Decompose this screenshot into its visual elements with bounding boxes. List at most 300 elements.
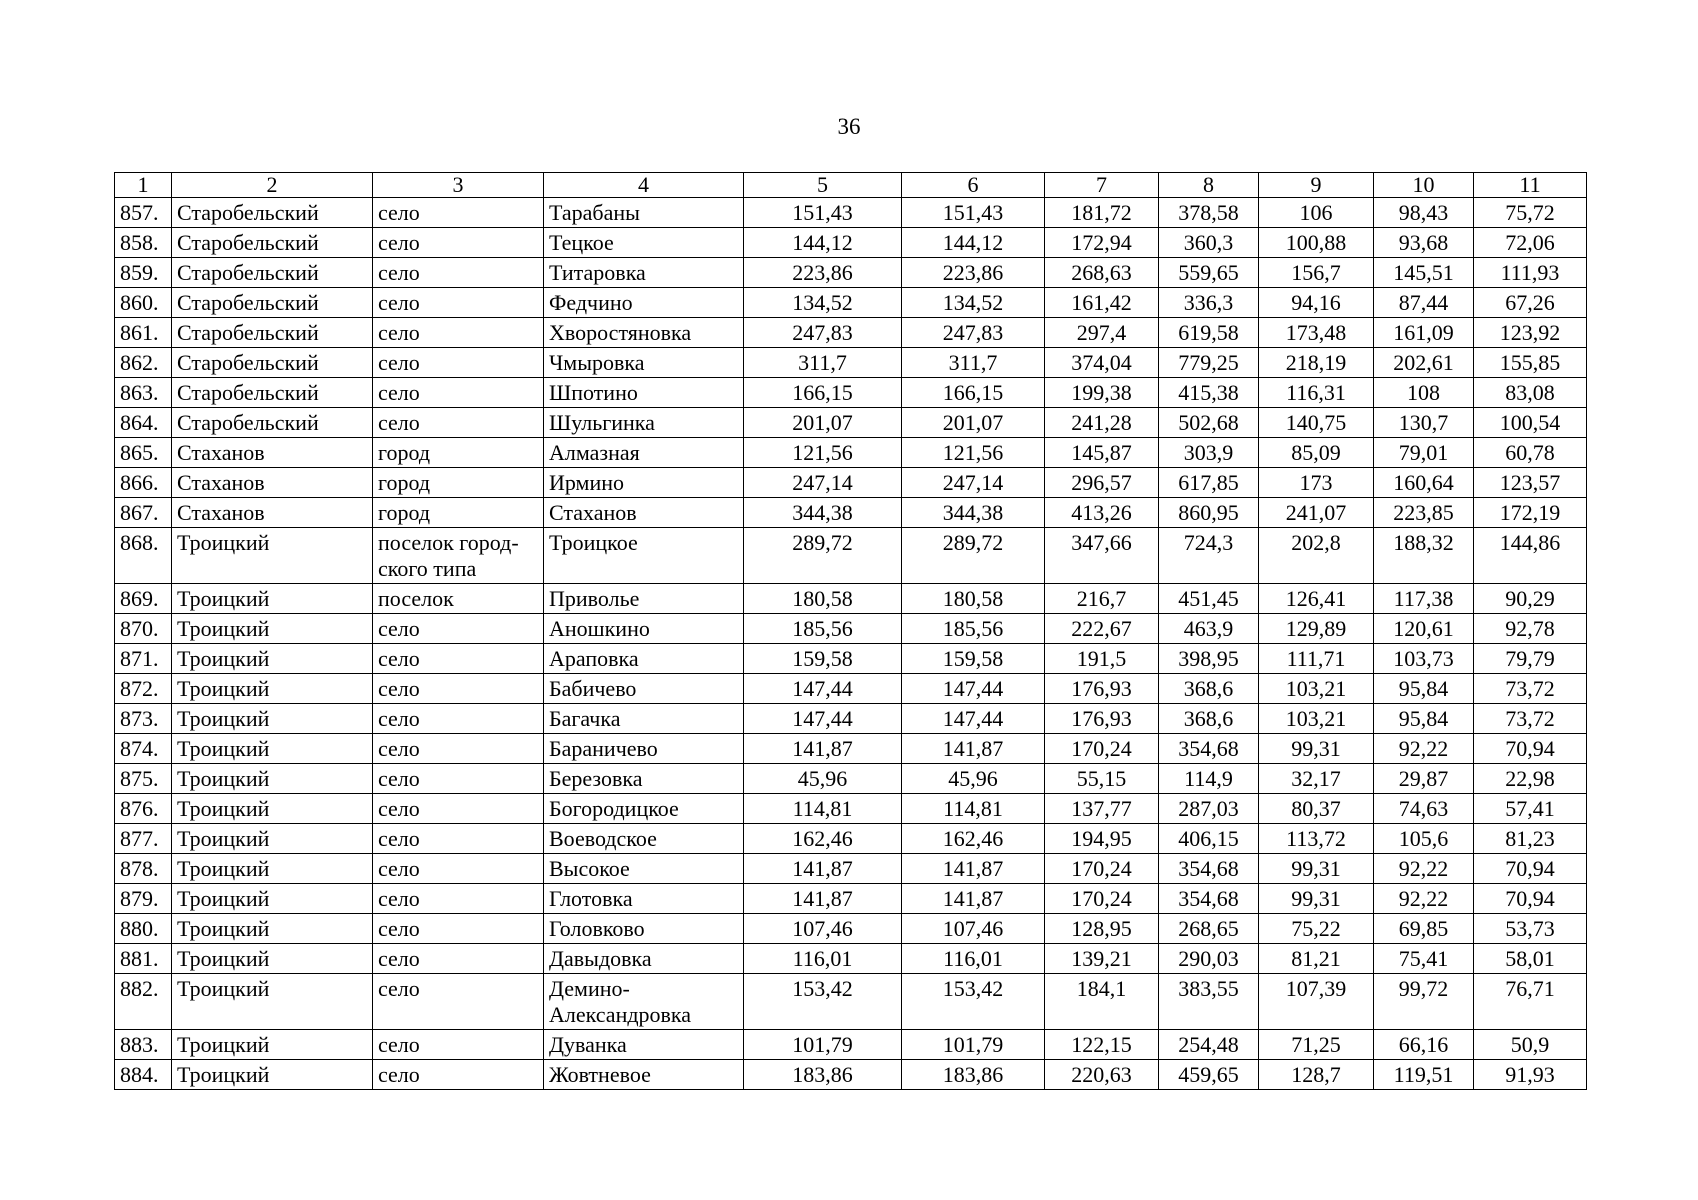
value-cell: 141,87 [902, 854, 1045, 884]
row-number-cell: 869. [115, 584, 172, 614]
value-cell: 75,22 [1259, 914, 1374, 944]
settlement-name-cell: Хворостяновка [544, 318, 744, 348]
value-cell: 161,09 [1374, 318, 1474, 348]
value-cell: 99,72 [1374, 974, 1474, 1030]
value-cell: 354,68 [1159, 884, 1259, 914]
value-cell: 247,14 [902, 468, 1045, 498]
value-cell: 201,07 [744, 408, 902, 438]
value-cell: 162,46 [902, 824, 1045, 854]
value-cell: 170,24 [1045, 854, 1159, 884]
district-cell: Троицкий [172, 584, 373, 614]
settlement-name-cell: Тарабаны [544, 198, 744, 228]
value-cell: 336,3 [1159, 288, 1259, 318]
value-cell: 147,44 [744, 674, 902, 704]
value-cell: 129,89 [1259, 614, 1374, 644]
value-cell: 223,86 [902, 258, 1045, 288]
value-cell: 378,58 [1159, 198, 1259, 228]
district-cell: Троицкий [172, 794, 373, 824]
value-cell: 459,65 [1159, 1060, 1259, 1090]
district-cell: Троицкий [172, 528, 373, 584]
district-cell: Старобельский [172, 318, 373, 348]
value-cell: 354,68 [1159, 734, 1259, 764]
value-cell: 289,72 [902, 528, 1045, 584]
value-cell: 172,19 [1474, 498, 1587, 528]
table-row [115, 764, 1587, 794]
district-cell: Троицкий [172, 884, 373, 914]
settlement-name-cell: Троицкое [544, 528, 744, 584]
value-cell: 139,21 [1045, 944, 1159, 974]
column-header: 2 [172, 173, 373, 198]
value-cell: 116,31 [1259, 378, 1374, 408]
value-cell: 183,86 [744, 1060, 902, 1090]
value-cell: 72,06 [1474, 228, 1587, 258]
value-cell: 290,03 [1159, 944, 1259, 974]
table-row [115, 1060, 1587, 1090]
value-cell: 413,26 [1045, 498, 1159, 528]
value-cell: 311,7 [902, 348, 1045, 378]
row-number-cell: 878. [115, 854, 172, 884]
column-header: 9 [1259, 173, 1374, 198]
value-cell: 383,55 [1159, 974, 1259, 1030]
settlement-name-cell: Приволье [544, 584, 744, 614]
value-cell: 70,94 [1474, 854, 1587, 884]
row-number-cell: 867. [115, 498, 172, 528]
district-cell: Старобельский [172, 348, 373, 378]
row-number-cell: 861. [115, 318, 172, 348]
value-cell: 147,44 [902, 704, 1045, 734]
value-cell: 103,21 [1259, 674, 1374, 704]
value-cell: 32,17 [1259, 764, 1374, 794]
value-cell: 100,54 [1474, 408, 1587, 438]
value-cell: 111,93 [1474, 258, 1587, 288]
value-cell: 99,31 [1259, 854, 1374, 884]
value-cell: 130,7 [1374, 408, 1474, 438]
table-row [115, 944, 1587, 974]
column-number-row [115, 173, 1587, 198]
settlement-type-cell: село [373, 944, 544, 974]
value-cell: 619,58 [1159, 318, 1259, 348]
table-row [115, 528, 1587, 584]
table-row [115, 318, 1587, 348]
value-cell: 134,52 [744, 288, 902, 318]
settlement-name-cell: Богородицкое [544, 794, 744, 824]
value-cell: 247,83 [902, 318, 1045, 348]
settlement-type-cell: село [373, 644, 544, 674]
value-cell: 247,14 [744, 468, 902, 498]
table-row [115, 854, 1587, 884]
row-number-cell: 876. [115, 794, 172, 824]
table-row [115, 198, 1587, 228]
value-cell: 99,31 [1259, 884, 1374, 914]
value-cell: 223,85 [1374, 498, 1474, 528]
value-cell: 559,65 [1159, 258, 1259, 288]
value-cell: 406,15 [1159, 824, 1259, 854]
value-cell: 176,93 [1045, 704, 1159, 734]
row-number-cell: 868. [115, 528, 172, 584]
row-number-cell: 862. [115, 348, 172, 378]
row-number-cell: 882. [115, 974, 172, 1030]
value-cell: 76,71 [1474, 974, 1587, 1030]
district-cell: Старобельский [172, 408, 373, 438]
value-cell: 166,15 [744, 378, 902, 408]
district-cell: Троицкий [172, 764, 373, 794]
district-cell: Троицкий [172, 854, 373, 884]
value-cell: 92,22 [1374, 854, 1474, 884]
value-cell: 99,31 [1259, 734, 1374, 764]
row-number-cell: 859. [115, 258, 172, 288]
settlement-type-cell: город [373, 498, 544, 528]
table-row [115, 974, 1587, 1030]
value-cell: 241,07 [1259, 498, 1374, 528]
settlement-name-cell: Араповка [544, 644, 744, 674]
value-cell: 159,58 [902, 644, 1045, 674]
table-body [115, 198, 1587, 1090]
column-header: 10 [1374, 173, 1474, 198]
value-cell: 223,86 [744, 258, 902, 288]
value-cell: 153,42 [744, 974, 902, 1030]
settlement-name-cell: Жовтневое [544, 1060, 744, 1090]
value-cell: 107,46 [744, 914, 902, 944]
value-cell: 45,96 [902, 764, 1045, 794]
value-cell: 92,22 [1374, 884, 1474, 914]
table-row [115, 468, 1587, 498]
value-cell: 147,44 [744, 704, 902, 734]
district-cell: Троицкий [172, 734, 373, 764]
value-cell: 241,28 [1045, 408, 1159, 438]
value-cell: 114,81 [744, 794, 902, 824]
row-number-cell: 864. [115, 408, 172, 438]
row-number-cell: 877. [115, 824, 172, 854]
district-cell: Старобельский [172, 228, 373, 258]
value-cell: 181,72 [1045, 198, 1159, 228]
settlement-name-cell: Березовка [544, 764, 744, 794]
table-row [115, 258, 1587, 288]
value-cell: 113,72 [1259, 824, 1374, 854]
settlement-name-cell: Бараничево [544, 734, 744, 764]
value-cell: 162,46 [744, 824, 902, 854]
value-cell: 103,21 [1259, 704, 1374, 734]
value-cell: 120,61 [1374, 614, 1474, 644]
settlement-name-cell: Высокое [544, 854, 744, 884]
table-row [115, 734, 1587, 764]
value-cell: 254,48 [1159, 1030, 1259, 1060]
value-cell: 172,94 [1045, 228, 1159, 258]
value-cell: 451,45 [1159, 584, 1259, 614]
value-cell: 134,52 [902, 288, 1045, 318]
row-number-cell: 875. [115, 764, 172, 794]
value-cell: 126,41 [1259, 584, 1374, 614]
value-cell: 81,23 [1474, 824, 1587, 854]
settlement-type-cell: село [373, 348, 544, 378]
value-cell: 121,56 [902, 438, 1045, 468]
page-number: 36 [837, 114, 861, 139]
settlement-type-cell: село [373, 794, 544, 824]
district-cell: Старобельский [172, 288, 373, 318]
row-number-cell: 858. [115, 228, 172, 258]
settlement-type-cell: город [373, 438, 544, 468]
settlement-name-cell: Давыдовка [544, 944, 744, 974]
value-cell: 398,95 [1159, 644, 1259, 674]
value-cell: 860,95 [1159, 498, 1259, 528]
value-cell: 415,38 [1159, 378, 1259, 408]
value-cell: 81,21 [1259, 944, 1374, 974]
settlement-type-cell: село [373, 288, 544, 318]
value-cell: 79,01 [1374, 438, 1474, 468]
value-cell: 368,6 [1159, 704, 1259, 734]
value-cell: 71,25 [1259, 1030, 1374, 1060]
settlement-name-cell: Стаханов [544, 498, 744, 528]
row-number-cell: 880. [115, 914, 172, 944]
settlement-type-cell: город [373, 468, 544, 498]
value-cell: 161,42 [1045, 288, 1159, 318]
settlement-type-cell: село [373, 198, 544, 228]
row-number-cell: 872. [115, 674, 172, 704]
value-cell: 144,86 [1474, 528, 1587, 584]
table-row [115, 288, 1587, 318]
table-row [115, 674, 1587, 704]
settlement-name-cell: Титаровка [544, 258, 744, 288]
value-cell: 218,19 [1259, 348, 1374, 378]
settlement-type-cell: поселок [373, 584, 544, 614]
settlement-name-cell: Дуванка [544, 1030, 744, 1060]
settlement-name-cell: Глотовка [544, 884, 744, 914]
value-cell: 145,87 [1045, 438, 1159, 468]
value-cell: 116,01 [902, 944, 1045, 974]
value-cell: 66,16 [1374, 1030, 1474, 1060]
value-cell: 141,87 [902, 884, 1045, 914]
value-cell: 144,12 [744, 228, 902, 258]
value-cell: 141,87 [744, 884, 902, 914]
value-cell: 123,92 [1474, 318, 1587, 348]
value-cell: 74,63 [1374, 794, 1474, 824]
value-cell: 145,51 [1374, 258, 1474, 288]
settlement-type-cell: село [373, 854, 544, 884]
settlement-name-cell: Аношкино [544, 614, 744, 644]
settlement-name-cell: Воеводское [544, 824, 744, 854]
value-cell: 151,43 [902, 198, 1045, 228]
value-cell: 311,7 [744, 348, 902, 378]
value-cell: 73,72 [1474, 674, 1587, 704]
value-cell: 114,81 [902, 794, 1045, 824]
value-cell: 55,15 [1045, 764, 1159, 794]
value-cell: 95,84 [1374, 704, 1474, 734]
value-cell: 617,85 [1159, 468, 1259, 498]
value-cell: 268,65 [1159, 914, 1259, 944]
district-cell: Стаханов [172, 438, 373, 468]
district-cell: Старобельский [172, 198, 373, 228]
value-cell: 60,78 [1474, 438, 1587, 468]
value-cell: 176,93 [1045, 674, 1159, 704]
value-cell: 354,68 [1159, 854, 1259, 884]
value-cell: 128,95 [1045, 914, 1159, 944]
value-cell: 95,84 [1374, 674, 1474, 704]
settlement-type-cell: село [373, 1060, 544, 1090]
district-cell: Троицкий [172, 1030, 373, 1060]
value-cell: 94,16 [1259, 288, 1374, 318]
value-cell: 155,85 [1474, 348, 1587, 378]
column-header: 6 [902, 173, 1045, 198]
settlement-name-cell: Федчино [544, 288, 744, 318]
settlement-type-cell: село [373, 764, 544, 794]
row-number-cell: 881. [115, 944, 172, 974]
value-cell: 107,46 [902, 914, 1045, 944]
row-number-cell: 871. [115, 644, 172, 674]
value-cell: 166,15 [902, 378, 1045, 408]
value-cell: 185,56 [744, 614, 902, 644]
value-cell: 724,3 [1159, 528, 1259, 584]
value-cell: 188,32 [1374, 528, 1474, 584]
value-cell: 347,66 [1045, 528, 1159, 584]
value-cell: 122,15 [1045, 1030, 1159, 1060]
value-cell: 93,68 [1374, 228, 1474, 258]
value-cell: 159,58 [744, 644, 902, 674]
value-cell: 156,7 [1259, 258, 1374, 288]
value-cell: 287,03 [1159, 794, 1259, 824]
value-cell: 87,44 [1374, 288, 1474, 318]
table-row [115, 614, 1587, 644]
settlement-name-cell: Багачка [544, 704, 744, 734]
value-cell: 111,71 [1259, 644, 1374, 674]
row-number-cell: 874. [115, 734, 172, 764]
value-cell: 58,01 [1474, 944, 1587, 974]
settlement-type-cell: село [373, 734, 544, 764]
table-row [115, 884, 1587, 914]
value-cell: 80,37 [1259, 794, 1374, 824]
settlement-type-cell: село [373, 974, 544, 1030]
column-header: 1 [115, 173, 172, 198]
settlement-name-cell: Тецкое [544, 228, 744, 258]
value-cell: 67,26 [1474, 288, 1587, 318]
value-cell: 117,38 [1374, 584, 1474, 614]
value-cell: 69,85 [1374, 914, 1474, 944]
row-number-cell: 866. [115, 468, 172, 498]
district-cell: Старобельский [172, 378, 373, 408]
settlement-type-cell: поселок город- ского типа [373, 528, 544, 584]
settlement-name-cell: Шпотино [544, 378, 744, 408]
value-cell: 83,08 [1474, 378, 1587, 408]
value-cell: 121,56 [744, 438, 902, 468]
district-cell: Троицкий [172, 944, 373, 974]
value-cell: 153,42 [902, 974, 1045, 1030]
value-cell: 92,22 [1374, 734, 1474, 764]
value-cell: 344,38 [902, 498, 1045, 528]
value-cell: 173 [1259, 468, 1374, 498]
value-cell: 103,73 [1374, 644, 1474, 674]
value-cell: 75,72 [1474, 198, 1587, 228]
value-cell: 29,87 [1374, 764, 1474, 794]
settlements-table [114, 172, 1587, 1090]
district-cell: Троицкий [172, 704, 373, 734]
value-cell: 183,86 [902, 1060, 1045, 1090]
value-cell: 779,25 [1159, 348, 1259, 378]
settlement-type-cell: село [373, 228, 544, 258]
value-cell: 91,93 [1474, 1060, 1587, 1090]
value-cell: 368,6 [1159, 674, 1259, 704]
value-cell: 184,1 [1045, 974, 1159, 1030]
value-cell: 50,9 [1474, 1030, 1587, 1060]
value-cell: 170,24 [1045, 734, 1159, 764]
settlement-name-cell: Алмазная [544, 438, 744, 468]
settlement-name-cell: Чмыровка [544, 348, 744, 378]
district-cell: Стаханов [172, 498, 373, 528]
settlement-type-cell: село [373, 258, 544, 288]
settlement-name-cell: Бабичево [544, 674, 744, 704]
district-cell: Троицкий [172, 674, 373, 704]
district-cell: Старобельский [172, 258, 373, 288]
column-header: 5 [744, 173, 902, 198]
district-cell: Стаханов [172, 468, 373, 498]
value-cell: 180,58 [744, 584, 902, 614]
row-number-cell: 870. [115, 614, 172, 644]
value-cell: 101,79 [902, 1030, 1045, 1060]
row-number-cell: 857. [115, 198, 172, 228]
value-cell: 70,94 [1474, 734, 1587, 764]
value-cell: 344,38 [744, 498, 902, 528]
value-cell: 374,04 [1045, 348, 1159, 378]
settlement-type-cell: село [373, 614, 544, 644]
value-cell: 98,43 [1374, 198, 1474, 228]
value-cell: 114,9 [1159, 764, 1259, 794]
table-row [115, 378, 1587, 408]
value-cell: 101,79 [744, 1030, 902, 1060]
table-row [115, 824, 1587, 854]
value-cell: 180,58 [902, 584, 1045, 614]
settlement-name-cell: Демино- Александровка [544, 974, 744, 1030]
value-cell: 201,07 [902, 408, 1045, 438]
value-cell: 268,63 [1045, 258, 1159, 288]
value-cell: 360,3 [1159, 228, 1259, 258]
table-row [115, 704, 1587, 734]
value-cell: 106 [1259, 198, 1374, 228]
value-cell: 160,64 [1374, 468, 1474, 498]
settlement-type-cell: село [373, 704, 544, 734]
row-number-cell: 863. [115, 378, 172, 408]
table-row [115, 794, 1587, 824]
settlement-name-cell: Головково [544, 914, 744, 944]
value-cell: 128,7 [1259, 1060, 1374, 1090]
row-number-cell: 884. [115, 1060, 172, 1090]
column-header: 7 [1045, 173, 1159, 198]
row-number-cell: 879. [115, 884, 172, 914]
table-row [115, 914, 1587, 944]
value-cell: 147,44 [902, 674, 1045, 704]
value-cell: 73,72 [1474, 704, 1587, 734]
settlement-type-cell: село [373, 674, 544, 704]
value-cell: 75,41 [1374, 944, 1474, 974]
value-cell: 303,9 [1159, 438, 1259, 468]
value-cell: 105,6 [1374, 824, 1474, 854]
value-cell: 194,95 [1045, 824, 1159, 854]
value-cell: 53,73 [1474, 914, 1587, 944]
row-number-cell: 860. [115, 288, 172, 318]
value-cell: 141,87 [744, 734, 902, 764]
column-header: 11 [1474, 173, 1587, 198]
settlement-type-cell: село [373, 884, 544, 914]
value-cell: 57,41 [1474, 794, 1587, 824]
table-row [115, 584, 1587, 614]
district-cell: Троицкий [172, 824, 373, 854]
settlement-type-cell: село [373, 318, 544, 348]
district-cell: Троицкий [172, 644, 373, 674]
value-cell: 202,61 [1374, 348, 1474, 378]
value-cell: 116,01 [744, 944, 902, 974]
value-cell: 123,57 [1474, 468, 1587, 498]
table-row [115, 1030, 1587, 1060]
value-cell: 85,09 [1259, 438, 1374, 468]
column-header: 8 [1159, 173, 1259, 198]
value-cell: 191,5 [1045, 644, 1159, 674]
value-cell: 170,24 [1045, 884, 1159, 914]
